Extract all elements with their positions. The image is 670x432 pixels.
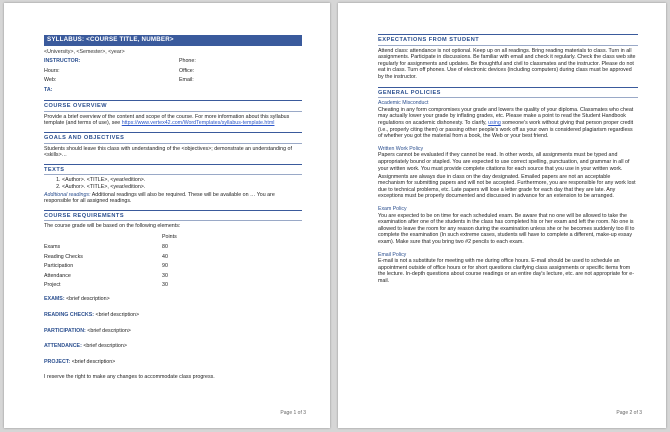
points-header: Points: [162, 234, 177, 241]
office-label: Office:: [179, 67, 195, 74]
list-item: 2. <Author>. <TITLE>, <year/edition>.: [62, 184, 302, 191]
instructor-info-table: [44, 58, 302, 96]
general-policies-heading: GENERAL POLICIES: [378, 90, 638, 99]
course-requirements-section: [44, 210, 302, 381]
table-row: Participation 90: [44, 263, 168, 270]
email-policy-text: E-mail is not a substitute for meeting with me during office hours. E-mail should be used to schedule an appointment outside of office hours or for short questions clarifying class assignments or specific items from the lecture. In-depth questions about course readings or an entire day's lecture, etc. are not appropriate for e-mail.: [378, 258, 635, 284]
closing-note: I reserve the right to make any changes to accommodate class progress.: [44, 374, 215, 381]
ta-label: TA:: [44, 86, 53, 93]
page-number: Page 2 of 3: [616, 410, 642, 416]
written-work-title: Written Work Policy: [378, 145, 424, 152]
hours-label: Hours:: [44, 67, 60, 74]
goals-section: [44, 132, 302, 159]
written-work-text-2: Assignments are always due in class on the day designated. Emailed papers are not an acceptable mechanism for submitting papers and will not be accepted. Furthermore, you are responsible for any work lost due to technical problems, etc. Late papers will lose a letter grade for each day that they are late. Any exceptions must be properly documented and discussed in advance for an extension to be arranged.: [378, 173, 636, 200]
page-1: [4, 3, 330, 428]
requirement-attendance: ATTENDANCE: <brief description>: [44, 343, 127, 350]
expectations-heading: EXPECTATIONS FROM STUDENT: [378, 37, 638, 46]
goals-heading: GOALS AND OBJECTIVES: [44, 135, 302, 144]
syllabus-title: SYLLABUS: <COURSE TITLE, NUMBER>: [44, 35, 302, 46]
phone-label: Phone:: [179, 58, 196, 65]
texts-section: [44, 164, 302, 205]
goals-text: Students should leave this class with understanding of the <objectives>; demonstrate an understanding of <skills>…: [44, 145, 292, 159]
academic-misconduct-title: Academic Misconduct: [378, 100, 429, 107]
page-number: Page 1 of 3: [280, 410, 306, 416]
list-item: 1. <Author>. <TITLE>, <year/edition>.: [62, 177, 302, 184]
page-2: [338, 3, 666, 428]
table-row: Reading Checks 40: [44, 253, 168, 260]
additional-readings: Additional readings: Additional readings will also be required. These will be available on … You are responsible for all assigned readings.: [44, 191, 275, 205]
course-overview-text: Provide a brief overview of the content and scope of the course. For more information about this syllabus template (and terms of use), see https://www.vertex42.com/WordTemplates/syllabus-template.html: [44, 113, 290, 127]
texts-list: [62, 177, 302, 190]
requirement-participation: PARTICIPATION: <brief description>: [44, 327, 131, 334]
course-overview-section: [44, 100, 302, 127]
exam-policy-text: You are expected to be on time for each scheduled exam. Be aware that no one will be allowed to take the examination after one of the students in the class has completed his or her exam and left the room. No one is allowed to leave the room for any reason during the examination unless she or he becomes suddenly too ill to complete the examination (In such extreme cases, students will have to complete a different, make-up essay exam). Make sure that you bring two #2 pencils to each exam.: [378, 212, 635, 245]
table-row: Attendance 30: [44, 272, 168, 279]
written-work-text-1: Papers cannot be evaluated if they cannot be read. In other words, all assignments must be typed and appropriately bound or stapled. You are expected to use correct spelling, punctuation, and grammar in all of your written work. You must provide complete citations for each source that you use in your written work.: [378, 152, 630, 172]
course-requirements-heading: COURSE REQUIREMENTS: [44, 213, 302, 222]
requirement-exams: EXAMS: <brief description>: [44, 296, 110, 303]
email-label: Email:: [179, 77, 194, 84]
expectations-section: [378, 34, 638, 81]
points-table: [44, 233, 177, 291]
requirement-reading-checks: READING CHECKS: <brief description>: [44, 312, 140, 319]
academic-misconduct-text: Cheating in any form compromises your grade and lowers the quality of your diploma. Classmates who cheat may actually lower your grade by inflating grades, etc. Please make a point to read the Student Handbook regulations on academic dishonesty. To clarify, using someone's work without giving that person proper credit (i.e., properly citing them) or passing other people's work off as your own is considered plagiarism regardless of whether you got the material from a book, the Web or your best friend.: [378, 106, 634, 140]
web-label: Web:: [44, 77, 57, 84]
general-policies-section: [378, 87, 638, 285]
page-1-content: [44, 35, 302, 381]
table-row: Project 30: [44, 282, 168, 289]
template-link[interactable]: https://www.vertex42.com/WordTemplates/syllabus-template.html: [121, 120, 275, 127]
table-row: Exams 80: [44, 244, 168, 250]
expectations-text: Attend class: attendance is not optional. Keep up on all readings. Bring reading materials to class. Turn in all assignments. Participate in discussions. Be familiar with email and check it regularly. Check the class web site regularly for assignments and updates. Be thoughtful and civil to classmates and the instructor. Please do not eat in class. Turn off phones. Use of electronic devices (including computers) during class must be approved by the instructor.: [378, 47, 636, 80]
page-2-content: [378, 34, 638, 286]
texts-heading: TEXTS: [44, 167, 302, 176]
email-policy-title: Email Policy: [378, 251, 407, 258]
exam-policy-title: Exam Policy: [378, 205, 407, 212]
instructor-label: INSTRUCTOR:: [44, 58, 81, 65]
course-overview-heading: COURSE OVERVIEW: [44, 103, 302, 112]
syllabus-subtitle: <University>, <Semester>, <year>: [44, 48, 125, 55]
requirement-project: PROJECT: <brief description>: [44, 358, 116, 365]
requirements-intro: The course grade will be based on the following elements:: [44, 223, 181, 230]
